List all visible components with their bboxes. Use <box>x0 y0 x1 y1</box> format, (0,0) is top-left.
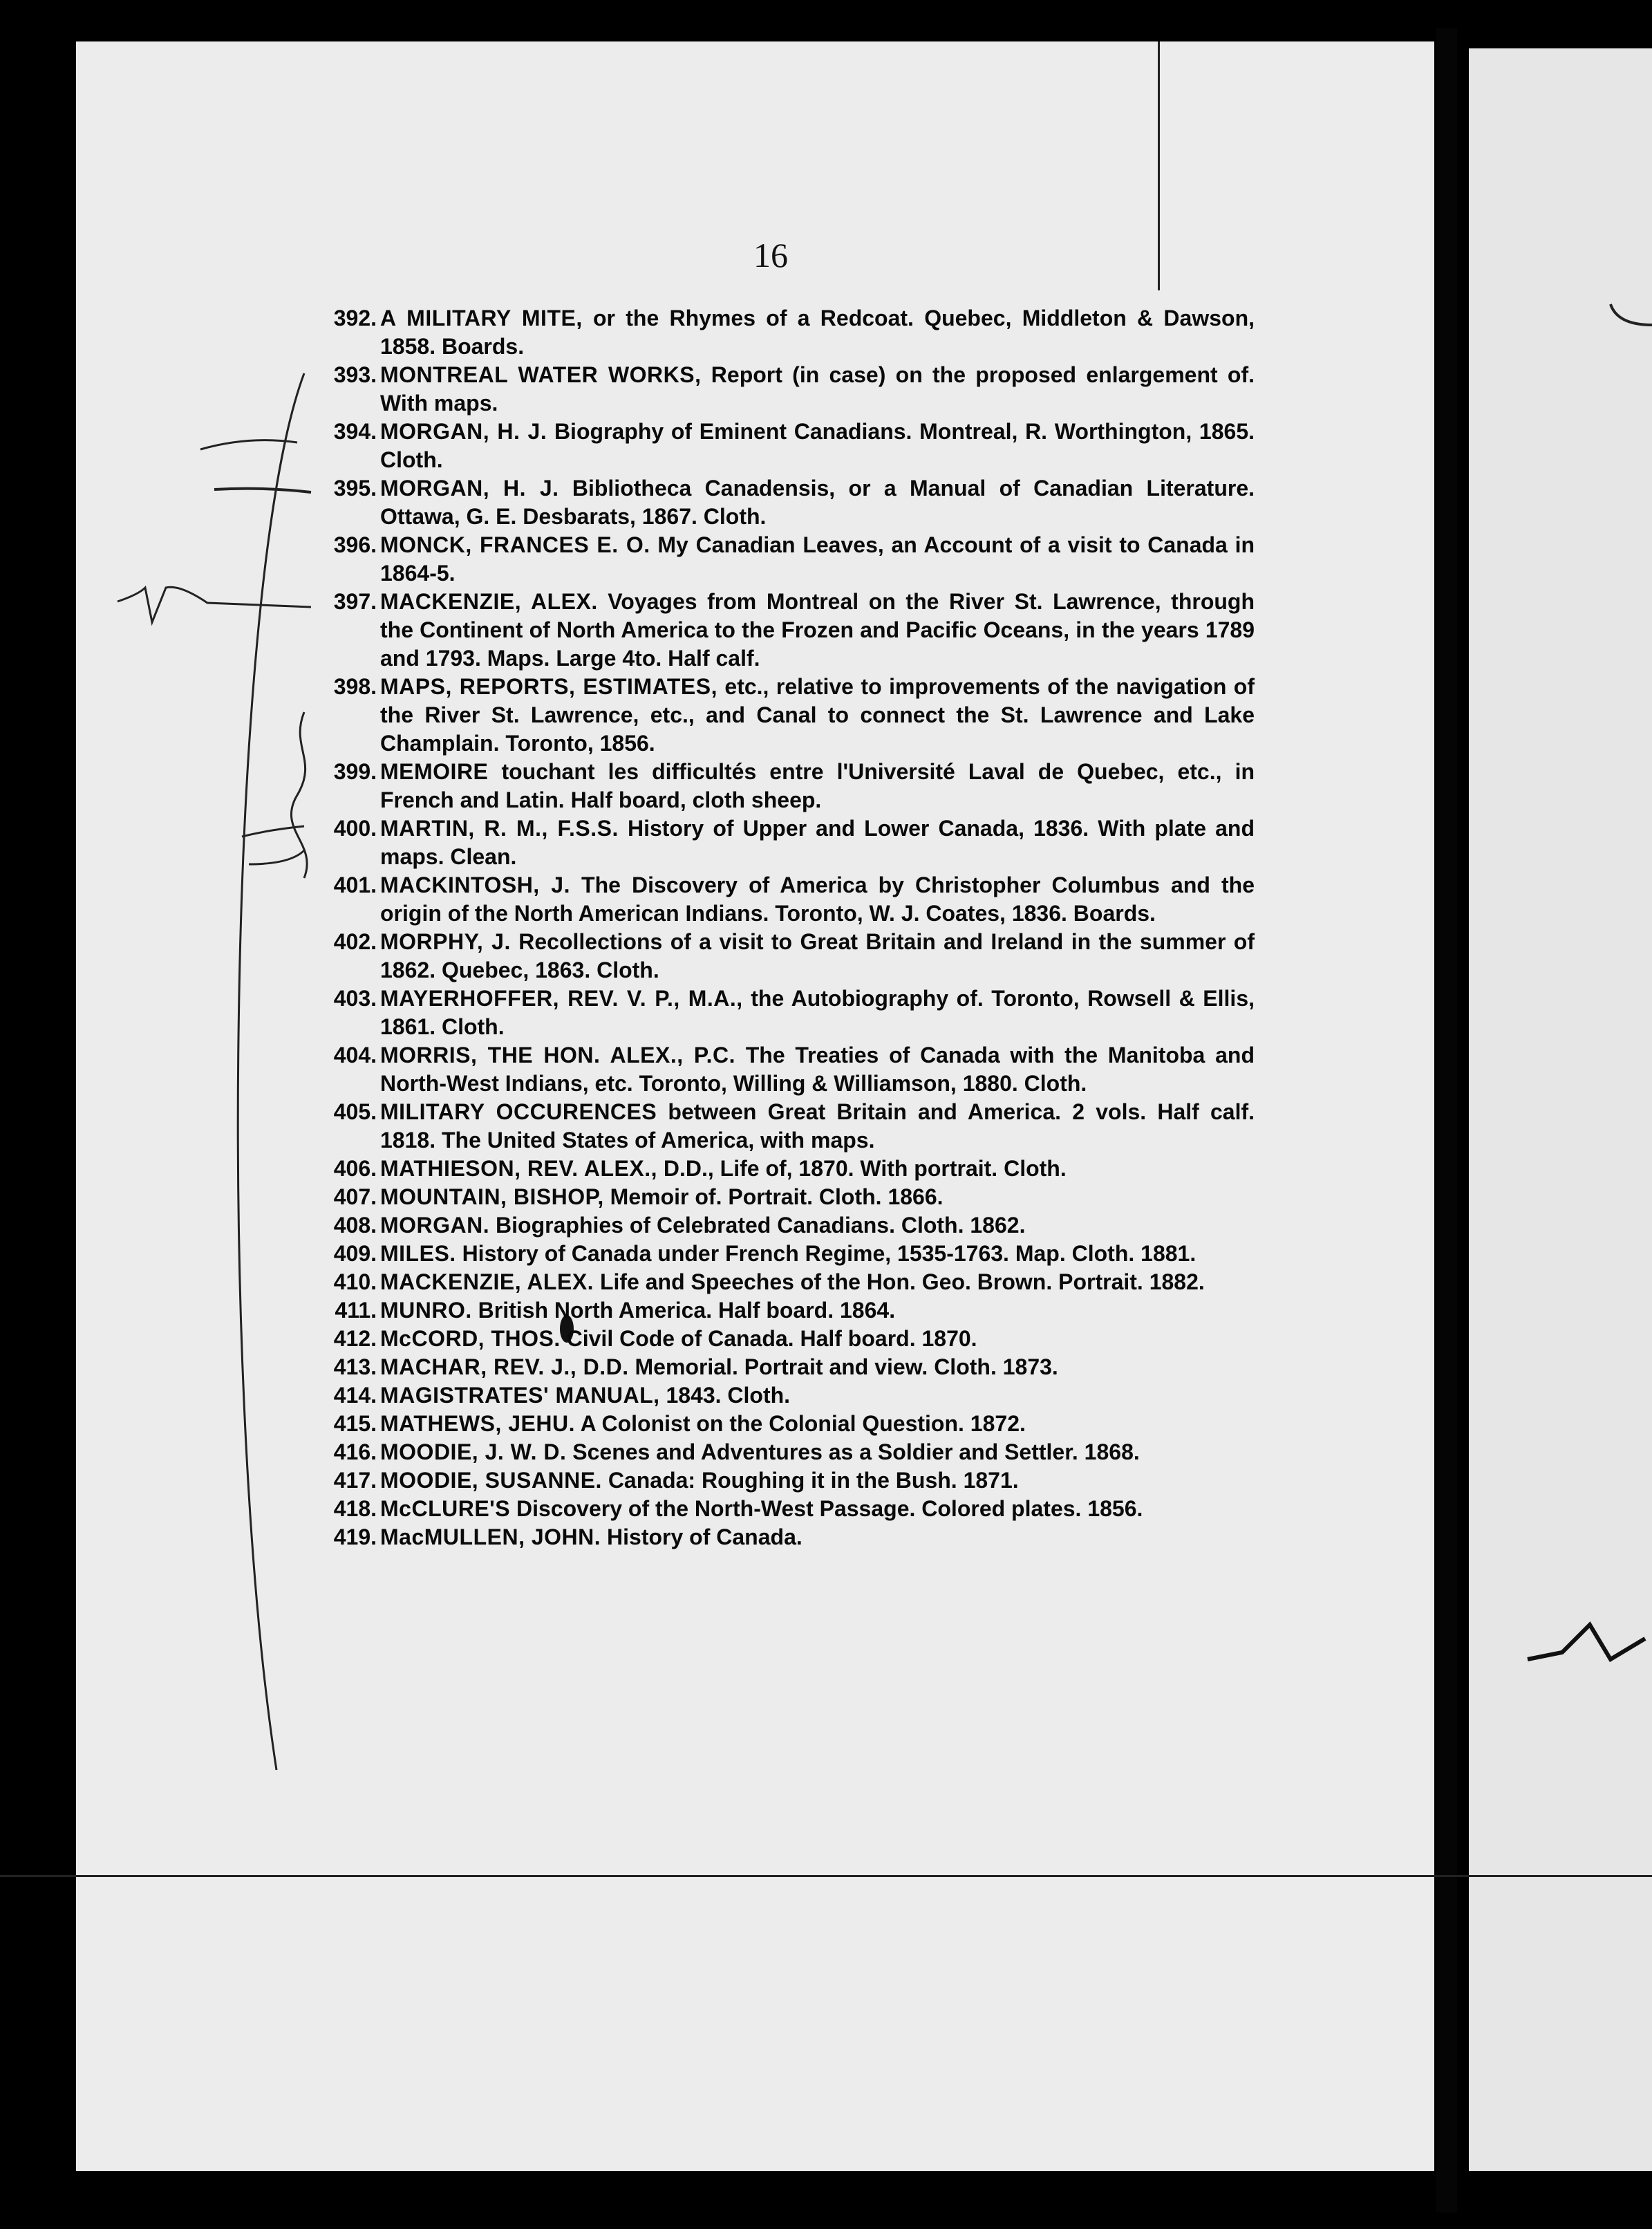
entry-number: 397. <box>333 589 377 614</box>
catalogue-entry <box>315 1438 1255 1466</box>
entry-description: Biography of Eminent Canadians. Montreal, R. Worthington, 1865. Cloth. <box>380 419 1255 472</box>
entry-description: Report (in case) on the proposed enlargement of. With maps. <box>380 362 1255 416</box>
entry-heading: MATHEWS, JEHU. <box>380 1411 575 1436</box>
entry-description: Memorial. Portrait and view. Cloth. 1873. <box>628 1354 1058 1379</box>
entry-number: 419. <box>333 1524 377 1549</box>
entry-description: etc., relative to improvements of the navigation of the River St. Lawrence, etc., and Canal to connect the St. Lawrence and Lake Champlain. Toronto, 1856. <box>380 674 1255 756</box>
entry-heading: MORGAN, H. J. <box>380 419 547 444</box>
catalogue-entry <box>315 1211 1255 1240</box>
entry-heading: MOODIE, SUSANNE. <box>380 1468 602 1493</box>
catalogue-entry <box>315 588 1255 673</box>
margin-check-397 <box>118 587 311 622</box>
catalogue-entry <box>315 361 1255 418</box>
entry-description: Canada: Roughing it in the Bush. 1871. <box>601 1468 1019 1493</box>
entry-number: 398. <box>333 674 377 699</box>
entry-number: 405. <box>333 1099 377 1124</box>
catalogue-entry <box>315 1183 1255 1211</box>
entry-description: 1843. Cloth. <box>659 1383 791 1408</box>
entry-description: touchant les difficultés entre l'Université Laval de Quebec, etc., in French and Latin. Half board, cloth sheep. <box>380 759 1255 812</box>
entry-number: 403. <box>333 986 377 1011</box>
entry-heading: MUNRO. <box>380 1298 472 1323</box>
entry-number: 410. <box>333 1269 377 1294</box>
entry-number: 395. <box>333 476 377 501</box>
entry-heading: MACKENZIE, ALEX. <box>380 589 598 614</box>
entry-heading: MOUNTAIN, BISHOP, <box>380 1184 604 1209</box>
entry-number: 413. <box>333 1354 377 1379</box>
entry-description: Civil Code of Canada. Half board. 1870. <box>560 1326 977 1351</box>
entry-heading: MONCK, FRANCES E. O. <box>380 532 650 557</box>
catalogue-entry <box>315 531 1255 588</box>
margin-dash-395 <box>214 489 311 492</box>
entry-number: 400. <box>333 816 377 841</box>
margin-curve-mark <box>238 373 304 1770</box>
catalogue-entry <box>315 474 1255 531</box>
entry-heading: MORGAN, H. J. <box>380 476 559 501</box>
entry-description: A Colonist on the Colonial Question. 1872. <box>574 1411 1026 1436</box>
entry-description: History of Canada. <box>601 1524 802 1549</box>
entry-description: Memoir of. Portrait. Cloth. 1866. <box>603 1184 944 1209</box>
entry-heading: MILITARY OCCURENCES <box>380 1099 657 1124</box>
entry-description: Recollections of a visit to Great Britain and Ireland in the summer of 1862. Quebec, 1863. Cloth. <box>380 929 1255 982</box>
catalogue-entry <box>315 1240 1255 1268</box>
entry-heading: MAYERHOFFER, REV. V. P., M.A., <box>380 986 743 1011</box>
entry-description: History of Upper and Lower Canada, 1836. With plate and maps. Clean. <box>380 816 1255 869</box>
entry-description: My Canadian Leaves, an Account of a visit to Canada in 1864-5. <box>380 532 1255 586</box>
entry-description: The Treaties of Canada with the Manitoba and North-West Indians, etc. Toronto, Willing & Williamson, 1880. Cloth. <box>380 1043 1255 1096</box>
entry-heading: MARTIN, R. M., F.S.S. <box>380 816 619 841</box>
entry-heading: MAGISTRATES' MANUAL, <box>380 1383 660 1408</box>
entry-description: D.D., Life of, 1870. With portrait. Cloth. <box>657 1156 1067 1181</box>
entry-number: 409. <box>333 1241 377 1266</box>
entry-number: 396. <box>333 532 377 557</box>
entry-description: Life and Speeches of the Hon. Geo. Brown. Portrait. 1882. <box>594 1269 1205 1294</box>
entry-heading: MACKENZIE, ALEX. <box>380 1269 594 1294</box>
entry-number: 394. <box>333 419 377 444</box>
entry-heading: MILES. <box>380 1241 456 1266</box>
catalogue-entry-list <box>315 304 1255 1551</box>
entry-heading: MORRIS, THE HON. ALEX., P.C. <box>380 1043 735 1067</box>
catalogue-entry <box>315 871 1255 928</box>
entry-number: 399. <box>333 759 377 784</box>
entry-number: 417. <box>333 1468 377 1493</box>
entry-description: History of Canada under French Regime, 1535-1763. Map. Cloth. 1881. <box>456 1241 1196 1266</box>
catalogue-entry <box>315 1466 1255 1495</box>
entry-heading: MATHIESON, REV. ALEX., <box>380 1156 657 1181</box>
catalogue-entry <box>315 985 1255 1041</box>
entry-number: 402. <box>333 929 377 954</box>
entry-heading: MACKINTOSH, J. <box>380 873 570 897</box>
entry-description: Scenes and Adventures as a Soldier and Settler. 1868. <box>566 1439 1140 1464</box>
entry-heading: McCLURE'S <box>380 1496 511 1521</box>
right-margin-mark <box>1611 304 1652 325</box>
catalogue-entry <box>315 1296 1255 1325</box>
entry-heading: MAPS, REPORTS, ESTIMATES, <box>380 674 717 699</box>
catalogue-entry <box>315 1410 1255 1438</box>
entry-heading: MORPHY, J. <box>380 929 511 954</box>
page-number: 16 <box>753 236 788 274</box>
entry-number: 408. <box>333 1213 377 1238</box>
entry-heading: A MILITARY MITE, <box>380 306 583 330</box>
catalogue-entry <box>315 1523 1255 1551</box>
catalogue-entry <box>315 418 1255 474</box>
catalogue-entry <box>315 928 1255 985</box>
entry-description: Voyages from Montreal on the River St. Lawrence, through the Continent of North America to the Frozen and Pacific Oceans, in the years 1789 and 1793. Maps. Large 4to. Half calf. <box>380 589 1255 671</box>
entry-number: 416. <box>333 1439 377 1464</box>
catalogue-entry <box>315 1268 1255 1296</box>
entry-description: British North America. Half board. 1864. <box>471 1298 896 1323</box>
catalogue-entry <box>315 1495 1255 1523</box>
entry-description: Discovery of the North-West Passage. Colored plates. 1856. <box>510 1496 1143 1521</box>
entry-number: 411. <box>335 1298 377 1323</box>
entry-number: 393. <box>333 362 377 387</box>
catalogue-entry <box>315 1155 1255 1183</box>
catalogue-entry <box>315 1381 1255 1410</box>
entry-number: 414. <box>333 1383 377 1408</box>
entry-heading: MONTREAL WATER WORKS, <box>380 362 702 387</box>
entry-number: 406. <box>333 1156 377 1181</box>
entry-heading: MORGAN. <box>380 1213 490 1238</box>
entry-description: the Autobiography of. Toronto, Rowsell & Ellis, 1861. Cloth. <box>380 986 1255 1039</box>
entry-heading: MOODIE, J. W. D. <box>380 1439 567 1464</box>
entry-number: 418. <box>333 1496 377 1521</box>
entry-heading: McCORD, THOS. <box>380 1326 561 1351</box>
catalogue-entry <box>315 814 1255 871</box>
entry-description: Biographies of Celebrated Canadians. Cloth. 1862. <box>489 1213 1026 1238</box>
entry-description: between Great Britain and America. 2 vols. Half calf. 1818. The United States of America, with maps. <box>380 1099 1255 1153</box>
entry-number: 401. <box>333 873 377 897</box>
entry-description: or the Rhymes of a Redcoat. Quebec, Middleton & Dawson, 1858. Boards. <box>380 306 1255 359</box>
catalogue-entry <box>315 304 1255 361</box>
catalogue-entry <box>315 1325 1255 1353</box>
catalogue-entry <box>315 1098 1255 1155</box>
entry-heading: MacMULLEN, JOHN. <box>380 1524 601 1549</box>
catalogue-entry <box>315 673 1255 758</box>
entry-description: Bibliotheca Canadensis, or a Manual of Canadian Literature. Ottawa, G. E. Desbarats, 1867. Cloth. <box>380 476 1255 529</box>
entry-heading: MACHAR, REV. J., D.D. <box>380 1354 629 1379</box>
catalogue-entry <box>315 1041 1255 1098</box>
entry-number: 392. <box>333 306 377 330</box>
right-margin-stroke <box>1528 1625 1645 1659</box>
entry-number: 404. <box>333 1043 377 1067</box>
catalogue-entry <box>315 1353 1255 1381</box>
catalogue-entry <box>315 758 1255 814</box>
entry-number: 407. <box>333 1184 377 1209</box>
entry-description: The Discovery of America by Christopher Columbus and the origin of the North American Indians. Toronto, W. J. Coates, 1836. Boards. <box>380 873 1255 926</box>
entry-number: 412. <box>333 1326 377 1351</box>
entry-number: 415. <box>333 1411 377 1436</box>
entry-heading: MEMOIRE <box>380 759 489 784</box>
